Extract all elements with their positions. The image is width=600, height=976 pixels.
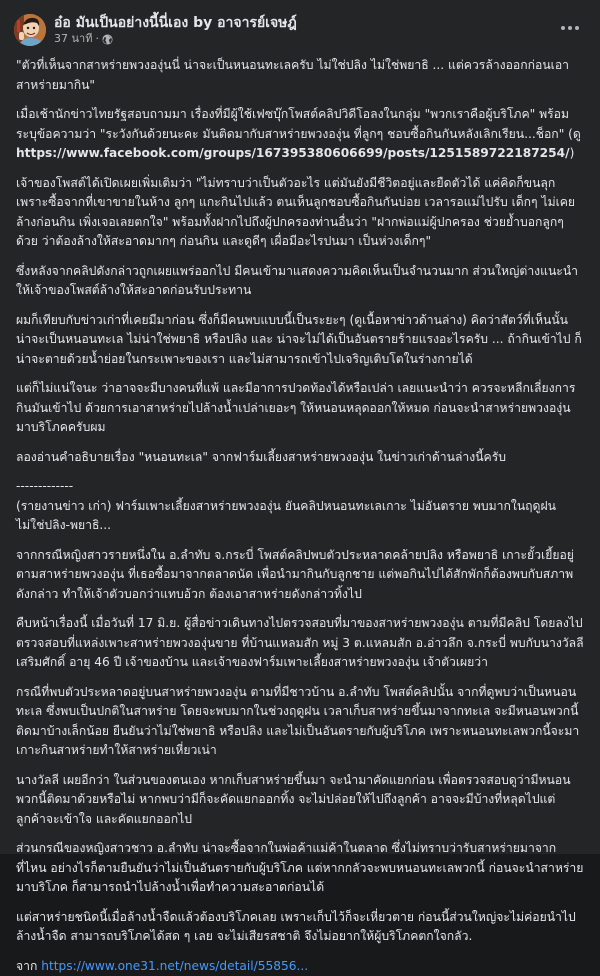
news-title: (รายงานข่าว เก่า) ฟาร์มเพาะเลี้ยงสาหร่ายพวงองุ่น ยันคลิปหนอนทะเลเกาะ ไม่อันตราย พบมากในฤดูฝน ไม่ใช่ปลิง-พยาธิ... xyxy=(16,497,584,536)
facebook-group-link[interactable]: https://www.facebook.com/groups/167395380606699/posts/1251589722187254/ xyxy=(16,146,570,160)
post-paragraph-comments: ซึ่งหลังจากคลิปดังกล่าวถูกเผยแพร่ออกไป มีคนเข้ามาแสดงความคิดเห็นเป็นจำนวนมาก ส่วนใหญ่ต่างแนะนำให้เจ้าของโพสต์ล้างให้สะอาดก่อนรับประทาน xyxy=(16,262,584,301)
source-prefix: จาก xyxy=(16,959,41,973)
post-timestamp[interactable]: 37 นาที xyxy=(54,32,92,46)
news-paragraph: แต่สาหร่ายชนิดนี้เมื่อล้างน้ำจืดแล้วต้องบริโภคเลย เพราะเก็บไว้ก็จะเหี่ยวตาย ก่อนนี้ส่วนใหญ่จะไม่ค่อยนำไปล้างน้ำจืด สามารถบริโภคได้สด ๆ เลย จะไม่เสียรสชาติ จึงไม่อยากให้ผู้บริโภคตกใจกลัว. xyxy=(16,908,584,947)
header-text xyxy=(54,14,297,46)
post-paragraph-comparison: ผมก็เทียบกับข่าวเก่าที่เคยมีมาก่อน ซึ่งก็มีคนพบแบบนี้เป็นระยะๆ (ดูเนื้อหาข่าวด้านล่าง) คิดว่าสัตว์ที่เห็นนั้น น่าจะเป็นหนอนทะเล ไม่น่าใช่พยาธิ หรือปลิง และ น่าจะไม่ได้เป็นอันตรายร้ายแรงอะไรครับ ... ถ้ากินเข้าไป ก็น่าจะตายด้วยน้ำย่อยในกระเพาะของเรา และไม่สามารถเข้าไปเจริญเติบโตในร่างกายได้ xyxy=(16,311,584,370)
divider-line: ------------- xyxy=(16,477,584,497)
source-link[interactable]: https://www.one31.net/news/detail/55856... xyxy=(41,959,308,973)
post-body xyxy=(16,56,584,976)
more-options-dot xyxy=(575,26,579,30)
globe-icon[interactable] xyxy=(102,34,113,45)
post-paragraph-intro xyxy=(16,105,584,164)
post-paragraph-read-more: ลองอ่านคำอธิบายเรื่อง "หนอนทะเล" จากฟาร์มเลี้ยงสาหร่ายพวงองุ่น ในข่าวเก่าด้านล่างนี้ครับ xyxy=(16,448,584,468)
post-paragraph-advice: แต่ก็ไม่แน่ใจนะ ว่าอาจจะมีบางคนที่แพ้ และมีอาการปวดท้องได้หรือเปล่า เลยแนะนำว่า ควรจะหลีกเลี่ยงการกินมันเข้าไป ด้วยการเอาสาหร่ายไปล้างน้ำเปล่าเยอะๆ ให้หนอนหลุดออกให้หมด ก่อนจะนำสาหร่ายพวงองุ่นมาบริโภคครับผม xyxy=(16,379,584,438)
news-paragraph: นางวัลลี เผยอีกว่า ในส่วนของตนเอง หากเก็บสาหร่ายขึ้นมา จะนำมาคัดแยกก่อน เพื่อตรวจสอบดูว่ามีหนอนพวกนี้ติดมาด้วยหรือไม่ หากพบว่ามีก็จะคัดแยกออกทิ้ง จะไม่ปล่อยให้ไปถึงลูกค้า อาจจะมีบ้างที่หลุดไปแต่ลูกค้าจะเข้าใจ และคัดแยกออกไป xyxy=(16,771,584,830)
author-avatar[interactable] xyxy=(14,14,46,46)
more-options-dot xyxy=(568,26,572,30)
post-paragraph-owner-statement: เจ้าของโพสต์ได้เปิดเผยเพิ่มเติมว่า "ไม่ทราบว่าเป็นตัวอะไร แต่มันยังมีชีวิตอยู่และยืดตัวได้ แค่คิดก็ขนลุก เพราะซื้อจากที่เขาขายในห้าง ลูกๆ แกะกินไปแล้ว ตนเห็นลูกชอบซื้อกินกันบ่อย เวลารอแม่ไปรับ เด็กๆ ไม่เคยล้างก่อนกิน เพิ่งเจอเลยตกใจ" พร้อมทั้งฝากไปถึงผู้ปกครองท่านอื่นว่า "ฝากพ่อแม่ผู้ปกครอง ช่วยย้ำบอกลูกๆ ด้วย ว่าต้องล้างให้สะอาดมากๆ ก่อนกิน และดูดีๆ เผื่อมีอะไรปนมา เป็นห่วงเด็กๆ" xyxy=(16,174,584,252)
news-paragraph: จากกรณีหญิงสาวรายหนึ่งใน อ.ลำทับ จ.กระบี่ โพสต์คลิปพบตัวประหลาดคล้ายปลิง หรือพยาธิ เกาะยั้วเยี้ยอยู่ตามสาหร่ายพวงองุ่น ที่เธอซื้อมาจากตลาดนัด เพื่อนำมากินกับลูกชาย แต่พอกินไปได้สักพักก็ต้องพบกับสภาพดังกล่าว ทำให้เจ้าตัวบอกว่าแทบอ้วก ต้องเอาสาหร่ายดังกล่าวทิ้งไป xyxy=(16,546,584,605)
news-paragraph: ส่วนกรณีของหญิงสาวชาว อ.ลำทับ น่าจะซื้อจากในพ่อค้าแม่ค้าในตลาด ซึ่งไม่ทราบว่ารับสาหร่ายมาจากที่ไหน อย่างไรก็ตามยืนยันว่าไม่เป็นอันตรายกับผู้บริโภค แต่หากกลัวจะพบหนอนทะเลพวกนี้ ก่อนจะนำสาหร่ายมาบริโภค ก็สามารถนำไปล้างน้ำเพื่อทำความสะอาดก่อนได้ xyxy=(16,839,584,898)
avatar-illustration-icon xyxy=(14,14,46,46)
post-header xyxy=(16,10,584,50)
intro-text: เมื่อเช้านักข่าวไทยรัฐสอบถามมา เรื่องที่มีผู้ใช้เฟซบุ๊กโพสต์คลิปวิดีโอลงในกลุ่ม "พวกเราคือผู้บริโภค" พร้อมระบุข้อความว่า "ระวังกันด้วยนะคะ มันติดมากับสาหร่ายพวงองุ่น ที่ลูกๆ ชอบซื้อกินกันหลังเลิกเรียน...ช็อก" (ดู xyxy=(16,107,581,141)
meta-separator: · xyxy=(95,32,99,46)
more-options-icon xyxy=(561,26,565,30)
news-paragraph: กรณีที่พบตัวประหลาดอยู่บนสาหร่ายพวงองุ่น ตามที่มีชาวบ้าน อ.ลำทับ โพสต์คลิปนั้น จากที่ดูพบว่าเป็นหนอนทะเล ซึ่งพบเป็นปกติในสาหร่าย โดยจะพบมากในช่วงฤดูฝน เวลาเก็บสาหร่ายขึ้นมาจากทะเล จะมีหนอนพวกนี้ติดมาบ้างเล็กน้อย ยืนยันว่าไม่ใช่พยาธิ หรือปลิง และไม่เป็นอันตรายกับผู้บริโภค เพราะหนอนทะเลพวกนี้จะมาเกาะกินสาหร่ายทำให้สาหร่ายเหี่ยวเน่า xyxy=(16,683,584,761)
author-name[interactable]: อ๋อ มันเป็นอย่างนี้นี่เอง by อาจารย์เจษฎ์ xyxy=(54,14,297,32)
more-options-button[interactable] xyxy=(552,16,588,40)
post-paragraph-quote: "ตัวที่เห็นจากสาหร่ายพวงองุ่นนี่ น่าจะเป็นหนอนทะเลครับ ไม่ใช่ปลิง ไม่ใช่พยาธิ ... แต่ควรล้างออกก่อนเอาสาหร่ายมากิน" xyxy=(16,56,584,95)
post-meta xyxy=(54,32,297,46)
source-line xyxy=(16,957,584,976)
intro-suffix: ) xyxy=(570,146,575,160)
news-paragraph: คืบหน้าเรื่องนี้ เมื่อวันที่ 17 มิ.ย. ผู้สื่อข่าวเดินทางไปตรวจสอบที่มาของสาหร่ายพวงองุ่น ตามที่มีคลิป โดยลงไปตรวจสอบที่แหล่งเพาะสาหร่ายพวงองุ่นขาย ที่บ้านแหลมสัก หมู่ 3 ต.แหลมสัก อ.อ่าวลึก จ.กระบี่ พบกับนางวัลลี เสริมศักดิ์ อายุ 46 ปี เจ้าของบ้าน และเจ้าของฟาร์มเพาะเลี้ยงสาหร่ายพวงองุ่น เจ้าตัวเผยว่า xyxy=(16,614,584,673)
